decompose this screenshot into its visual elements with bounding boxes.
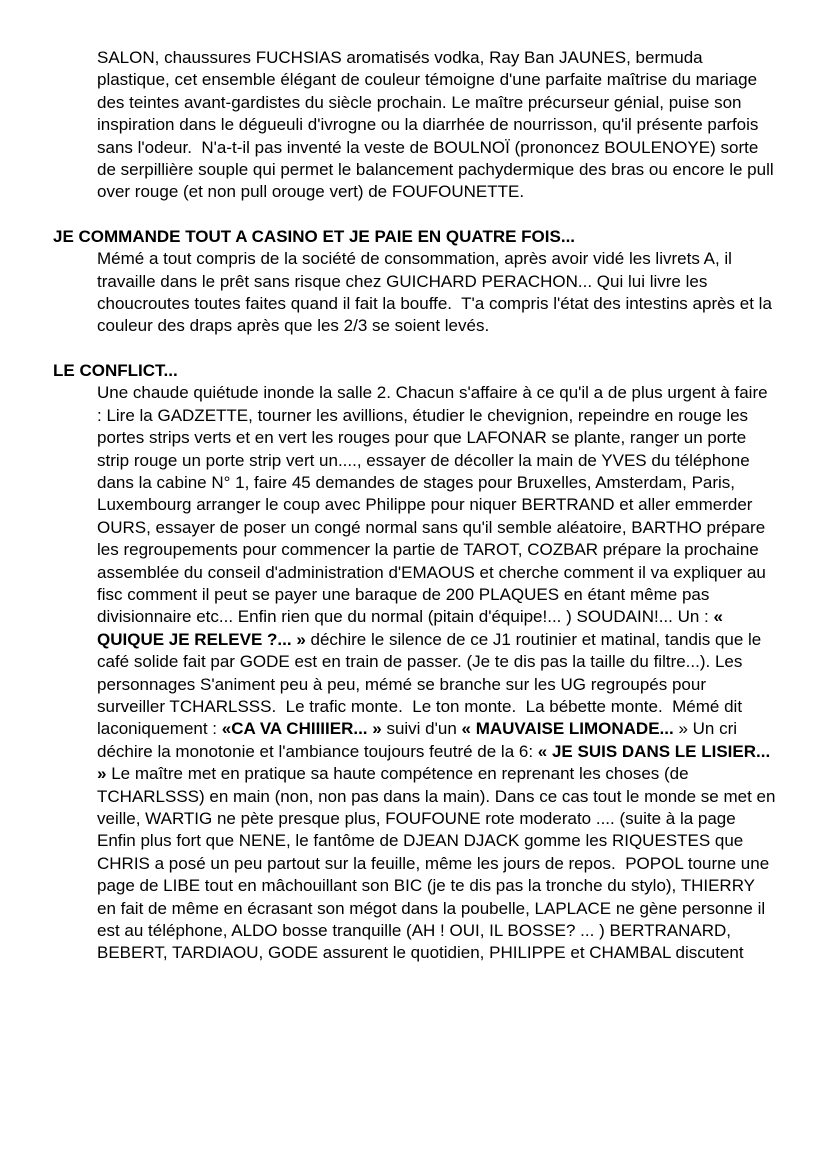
text-run: Une chaude quiétude inonde la salle 2. Chacun s'affaire à ce qu'il a de plus urgent à faire : Lire la GADZETTE, tourner les avillions, étudier le chevignion, repeindre en rouge les portes strips verts et en vert les rouges pour que LAFONAR se plante, ranger un porte strip rouge un porte strip vert un...., essayer de décoller la main de YVES du téléphone dans la cabine N° 1, faire 45 demandes de stages pour Bruxelles, Amsterdam, Paris, Luxembourg arranger le coup avec Philippe pour niquer BERTRAND et aller emmerder OURS, essayer de poser un congé normal sans qu'il semble aléatoire, BARTHO prépare les regroupements pour commencer la partie de TAROT, COZBAR prépare la prochaine assemblée du conseil d'administration d'EMAOUS et cherche comment il va expliquer au fisc comment il peut se payer une baraque de 200 PLAQUES en étant même pas divisionnaire etc... Enfin rien que du normal (pitain d'équipe!... ) SOUDAIN!... Un : [97,383,773,627]
text-run: suivi d'un [381,719,462,739]
text-run: Le maître met en pratique sa haute compétence en reprenant les choses (de TCHARLSSS) en main (non, non pas dans la main). Dans ce cas tout le monde se met en veille, WARTIG ne pète presque plus, FOUFOUNE rote moderato .... (suite à la page Enfin plus fort que NENE, le fantôme de DJEAN DJACK gomme les RIQUESTES que CHRIS a posé un peu partout sur la feuille, même les jours de repos. POPOL tourne une page de LIBE tout en mâchouillant son BIC (je te dis pas la tronche du stylo), THIERRY en fait de même en écrasant son mégot dans la poubelle, LAPLACE ne gène personne il est au téléphone, ALDO bosse tranquille (AH ! OUI, IL BOSSE? ... ) BERTRANARD, BEBERT, TARDIAOU, GODE assurent le quotidien, PHILIPPE et CHAMBAL discutent [97,764,781,963]
intro-paragraph [97,47,777,204]
casino-heading [53,226,777,248]
text-run: » Un cri déchire la monotonie et l'ambiance toujours feutré de la 6: [97,719,742,761]
text-run: Mémé a tout compris de la société de consommation, après avoir vidé les livrets A, il travaille dans le prêt sans risque chez GUICHARD PERACHON... Qui lui livre les choucroutes toutes faites quand il fait la bouffe. T'a compris l'état des intestins après et la couleur des draps après que les 2/3 se soient levés. [97,249,777,336]
bold-text-run: « MAUVAISE LIMONADE... [461,719,679,739]
bold-text-run: LE CONFLICT... [53,360,178,380]
casino-paragraph [97,248,777,338]
conflict-paragraph [97,382,781,965]
bold-text-run: « JE SUIS DANS LE LISIER... » [97,741,775,784]
bold-text-run: JE COMMANDE TOUT A CASINO ET JE PAIE EN QUATRE FOIS... [53,226,576,246]
bold-text-run: «CA VA CHIIIIER... » [221,719,382,739]
text-run: déchire le silence de ce J1 routinier et matinal, tandis que le café solide fait par GODE est en train de passer. (Je te dis pas la taille du filtre...). Les personnages S'animent peu à peu, mémé se branche sur les UG regroupés pour surveiller TCHARLSSS. Le trafic monte. Le ton monte. La bébette monte. Mémé dit laconiquement : [97,629,766,739]
bold-text-run: « QUIQUE JE RELEVE ?... » [97,607,728,649]
text-run: SALON, chaussures FUCHSIAS aromatisés vodka, Ray Ban JAUNES, bermuda plastique, cet ensemble élégant de couleur témoigne d'une parfaite maîtrise du mariage des teintes avant-gardistes du siècle prochain. Le maître précurseur génial, puise son inspiration dans le dégueuli d'ivrogne ou la diarrhée de nourrisson, qu'il présente parfois sans l'odeur. N'a-t-il pas inventé la veste de BOULNOÏ (prononcez BOULENOYE) sorte de serpillière souple qui permet le balancement pachydermique des bras ou encore le pull over rouge (et non pull orouge vert) de FOUFOUNETTE. [97,48,779,202]
conflict-heading [53,360,777,382]
